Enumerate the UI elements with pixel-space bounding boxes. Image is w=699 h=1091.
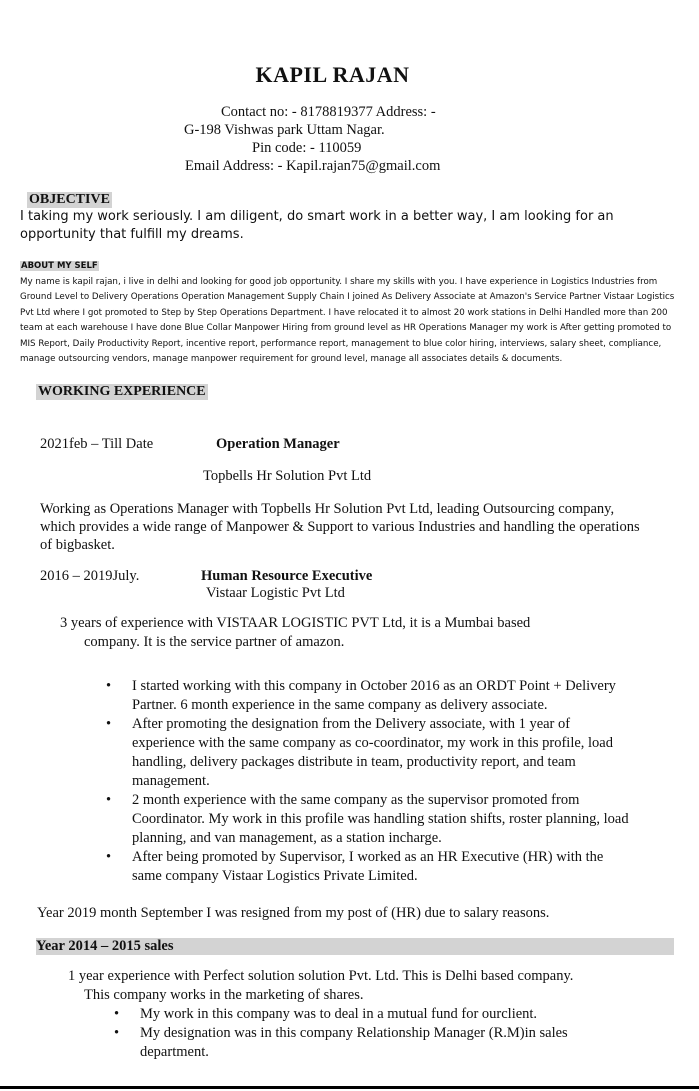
job2-bullet-text: After being promoted by Supervisor, I worked as an HR Executive (HR) with the same company Vistaar Logistics Private Limited. [132, 849, 604, 884]
contact-pincode-line: Pin code: - 110059 [252, 140, 362, 156]
job3-summary-line1: 1 year experience with Perfect solution solution Pvt. Ltd. This is Delhi based company. [68, 968, 574, 984]
objective-text: I taking my work seriously. I am diligent, do smart work in a better way, I am looking for an opportunity that fulfill my dreams. [20, 209, 614, 242]
job2-summary-line1: 3 years of experience with VISTAAR LOGISTIC PVT Ltd, it is a Mumbai based [60, 615, 531, 631]
job2-bullet-text: 2 month experience with the same company as the supervisor promoted from Coordinator. My work in this profile was handling station shifts, roster planning, load planning, and van management, as a station incharge. [132, 792, 629, 846]
job2-resign-note: Year 2019 month September I was resigned from my post of (HR) due to salary reasons. [37, 905, 550, 921]
list-item [114, 1024, 610, 1062]
list-item [106, 848, 632, 886]
job2-bullet-list [106, 677, 632, 886]
job2-period: 2016 – 2019July. [40, 568, 140, 584]
resume-name: KAPIL RAJAN [255, 62, 410, 87]
job2-company: Vistaar Logistic Pvt Ltd [206, 585, 345, 601]
list-item [106, 791, 632, 848]
job2-title: Human Resource Executive [201, 568, 373, 584]
job3-bullet-list [114, 1005, 610, 1062]
list-item [106, 715, 632, 791]
job1-company: Topbells Hr Solution Pvt Ltd [203, 468, 372, 484]
working-experience-heading: WORKING EXPERIENCE [38, 384, 206, 399]
bullet-icon: • [106, 716, 112, 732]
job2-bullet-text: I started working with this company in October 2016 as an ORDT Point + Delivery Partner. 6 month experience in the same company as delivery associate. [132, 678, 616, 713]
list-item [114, 1005, 610, 1024]
job3-summary-line2: This company works in the marketing of shares. [84, 987, 364, 1003]
job2-summary-line2: company. It is the service partner of amazon. [84, 634, 345, 650]
page-bottom-border [0, 1086, 699, 1089]
contact-email-line: Email Address: - Kapil.rajan75@gmail.com [185, 158, 441, 174]
job1-period: 2021feb – Till Date [40, 436, 154, 452]
bullet-icon: • [106, 792, 112, 808]
job1-title: Operation Manager [216, 436, 340, 452]
bullet-icon: • [106, 849, 112, 865]
job3-bullet-text: My work in this company was to deal in a mutual fund for ourclient. [140, 1006, 538, 1022]
contact-address-line: G-198 Vishwas park Uttam Nagar. [184, 122, 385, 138]
about-heading: ABOUT MY SELF [21, 261, 98, 271]
bullet-icon: • [114, 1025, 120, 1041]
job3-bullet-text: My designation was in this company Relationship Manager (R.M)in sales department. [140, 1025, 568, 1060]
job3-heading: Year 2014 – 2015 sales [36, 938, 674, 955]
job1-description: Working as Operations Manager with Topbells Hr Solution Pvt Ltd, leading Outsourcing company, which provides a wide range of Manpower & Support to various Industries and handling the operations of bigbasket. [40, 501, 640, 553]
objective-heading: OBJECTIVE [29, 192, 110, 207]
contact-phone-line: Contact no: - 8178819377 Address: - [221, 104, 436, 120]
bullet-icon: • [114, 1006, 120, 1022]
job2-bullet-text: After promoting the designation from the Delivery associate, with 1 year of experience with the same company as co-coordinator, my work in this profile, load handling, delivery packages distribute in team, productivity report, and team management. [132, 716, 613, 789]
about-text: My name is kapil rajan, i live in delhi and looking for good job opportunity. I share my skills with you. I have experience in Logistics Industries from Ground Level to Delivery Operations Operation Management Supply Chain I joined As Delivery Associate at Amazon's Service Partner Vistaar Logistics Pvt Ltd where I got promoted to Step by Step Operations Department. I have relocated it to almost 20 work stations in Delhi Handled more than 200 team at each warehouse I have done Blue Collar Manpower Hiring from ground level as HR Operations Manager my work is After getting promoted to MIS Report, Daily Productivity Report, incentive report, performance report, management to blue color hiring, interviews, salary sheet, compliance, manage outsourcing vendors, manage manpower requirement for ground level, manage all associates details & documents. [20, 277, 675, 365]
bullet-icon: • [106, 678, 112, 694]
list-item [106, 677, 632, 715]
